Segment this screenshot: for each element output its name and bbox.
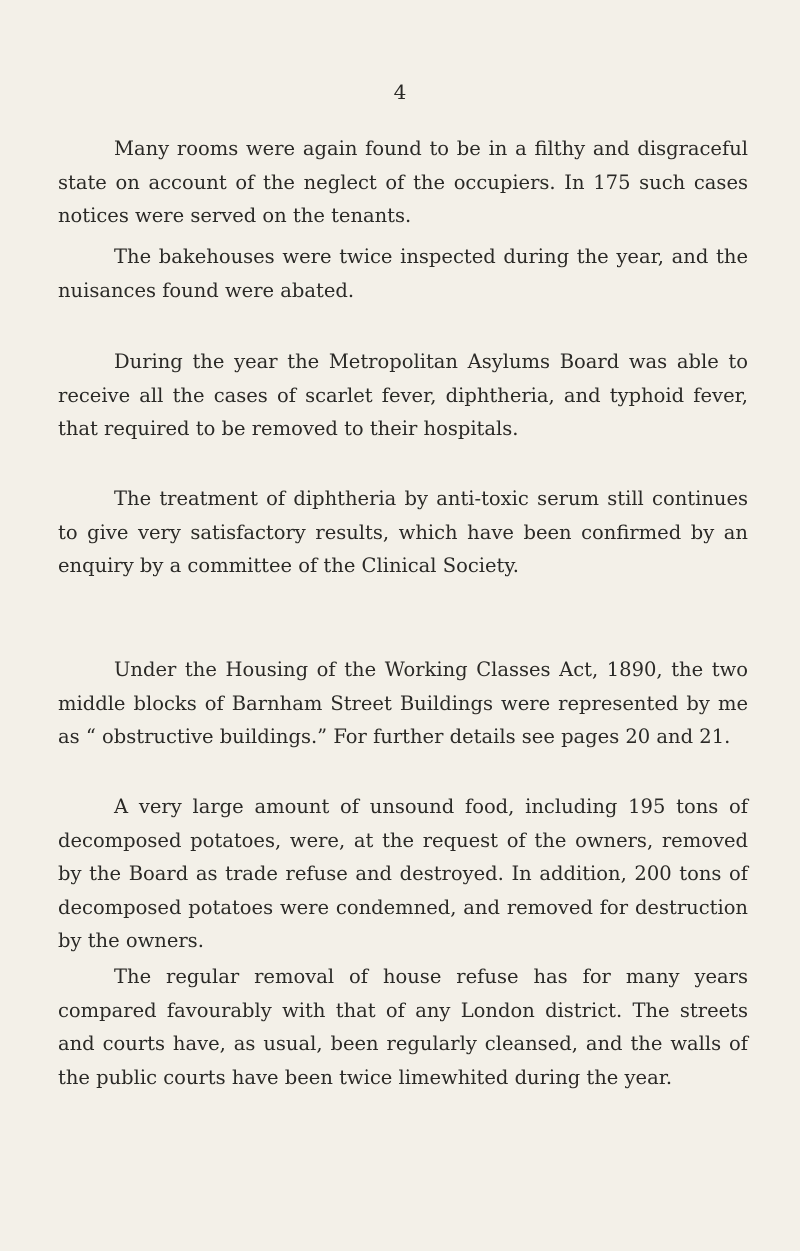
page-number: 4 <box>393 80 407 104</box>
paragraph-diphtheria-treatment: The treatment of diphtheria by anti-toxic serum still continues to give very satisfactory results, which have been confirmed by an enquiry by a committee of the Clinical Society. <box>58 487 748 577</box>
paragraph-filthy-rooms: Many rooms were again found to be in a filthy and disgraceful state on account of the neglect of the occupiers. In 175 such cases notices were served on the tenants. <box>58 137 748 227</box>
paragraph-housing-act: Under the Housing of the Working Classes Act, 1890, the two middle blocks of Barnham Street Buildings were represented by me as “ obstructive buildings.” For further details see pages 20 and 21. <box>58 658 748 748</box>
paragraph-house-refuse: The regular removal of house refuse has for many years compared favourably with that of any London district. The streets and courts have, as usual, been regularly cleansed, and the walls of the public courts have been twice limewhited during the year. <box>58 965 748 1089</box>
paragraph-unsound-food: A very large amount of unsound food, including 195 tons of decomposed potatoes, were, at the request of the owners, removed by the Board as trade refuse and destroyed. In addition, 200 tons of decomposed potatoes were condemned, and removed for destruction by the owners. <box>58 795 748 952</box>
paragraph-asylums-board: During the year the Metropolitan Asylums Board was able to receive all the cases of scarlet fever, diphtheria, and typhoid fever, that required to be removed to their hospitals. <box>58 350 748 440</box>
paragraph-bakehouses: The bakehouses were twice inspected during the year, and the nuisances found were abated. <box>58 245 748 302</box>
